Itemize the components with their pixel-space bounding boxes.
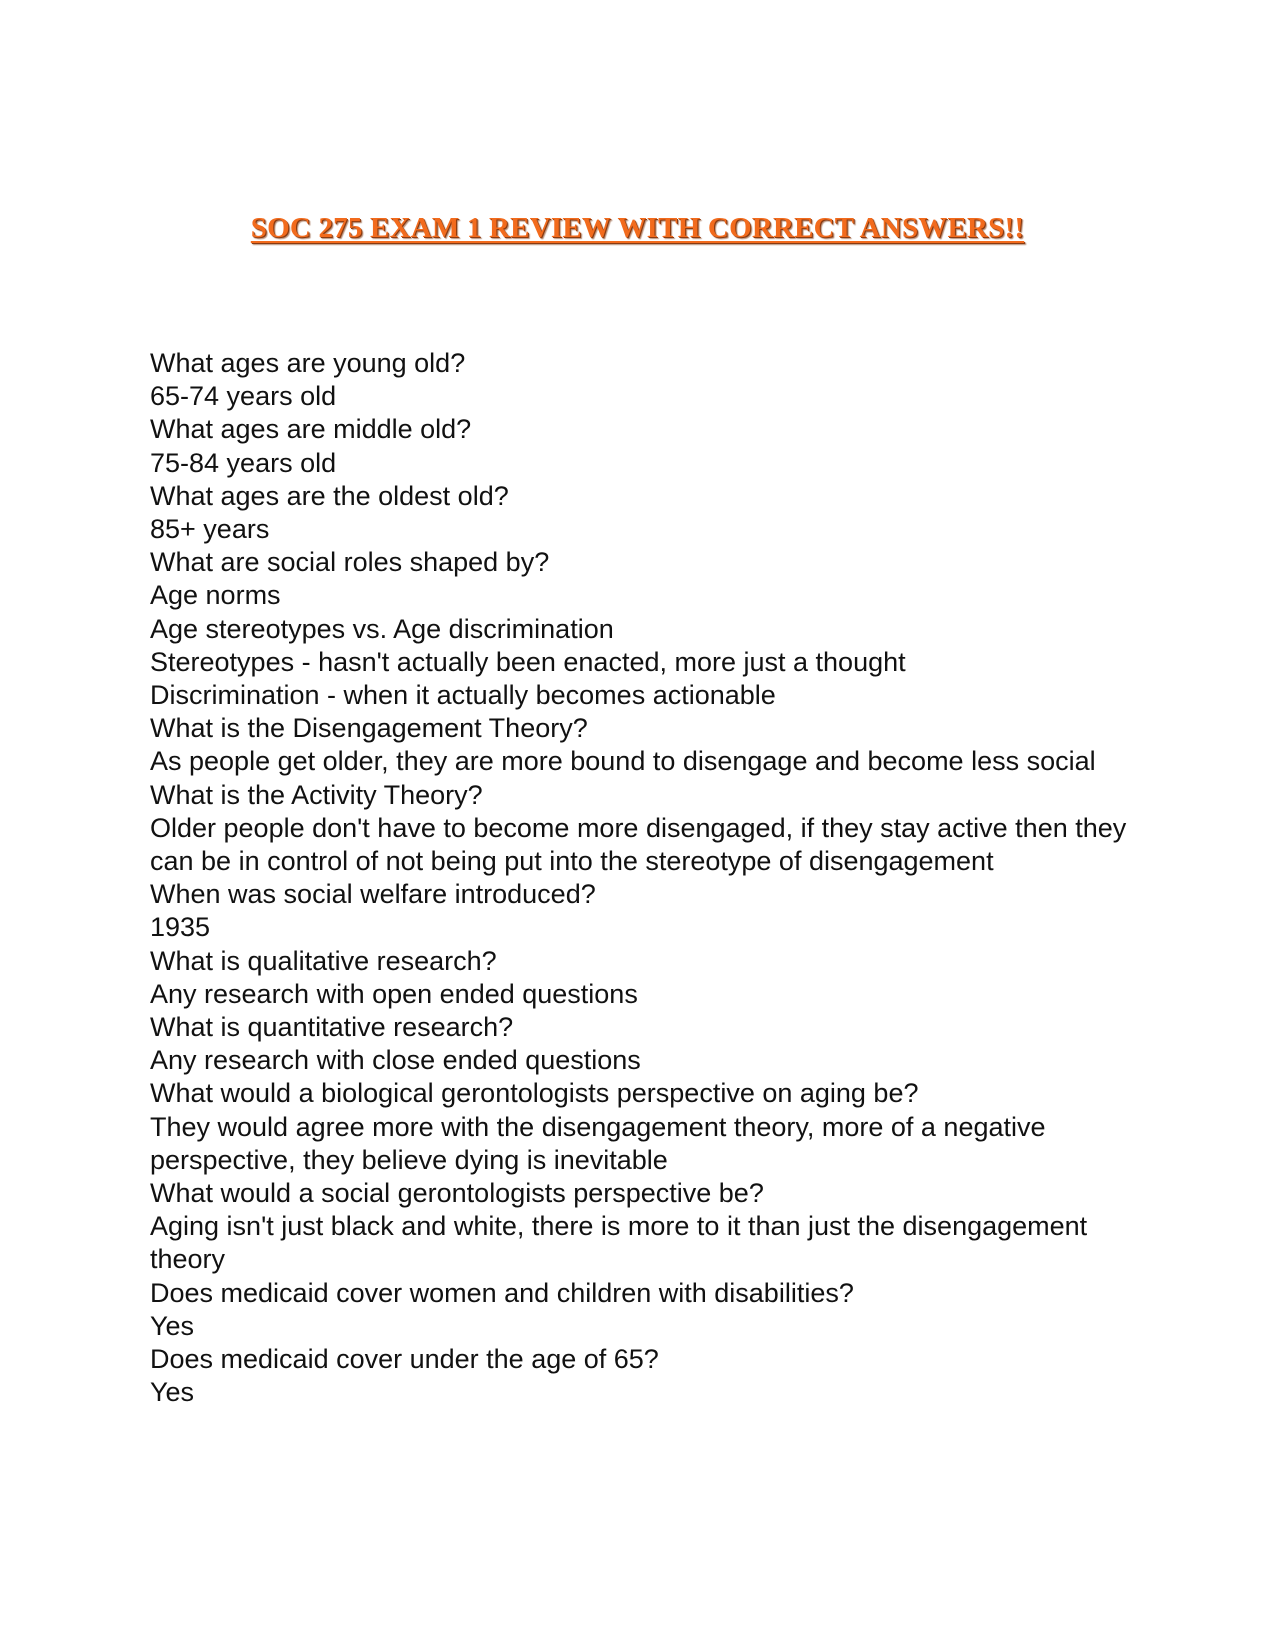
question-line: Does medicaid cover under the age of 65?	[150, 1344, 659, 1375]
question-line: What would a social gerontologists perspective be?	[150, 1178, 764, 1209]
question-line: What ages are young old?	[150, 348, 466, 378]
answer-line: Yes	[150, 1377, 195, 1408]
answer-line: Yes	[150, 1310, 195, 1341]
question-line: What is the Activity Theory?	[150, 779, 483, 810]
question-line: What would a biological gerontologists perspective on aging be?	[150, 1078, 919, 1109]
question-line: Does medicaid cover women and children with disabilities?	[150, 1277, 854, 1308]
answer-line: Aging isn't just black and white, there is more to it than just the disengagement theory	[150, 1211, 1088, 1275]
question-line: What ages are middle old?	[150, 414, 472, 445]
question-line: When was social welfare introduced?	[150, 879, 596, 910]
answer-line: Older people don't have to become more disengaged, if they stay active then they can be in control of not being put into the stereotype of disengagement	[150, 812, 1127, 877]
answer-line: 65-74 years old	[150, 381, 337, 412]
question-line: What is quantitative research?	[150, 1012, 514, 1043]
answer-line: Any research with open ended questions	[150, 978, 638, 1009]
document-body	[150, 347, 1130, 1410]
question-line: What ages are the oldest old?	[150, 480, 509, 511]
answer-line: Stereotypes - hasn't actually been enacted, more just a thought	[150, 646, 906, 677]
answer-line: Age norms	[150, 580, 281, 611]
question-line: What is the Disengagement Theory?	[150, 713, 588, 744]
answer-line: 1935	[150, 912, 211, 943]
question-line: What is qualitative research?	[150, 945, 497, 976]
question-line: Age stereotypes vs. Age discrimination	[150, 613, 614, 644]
answer-line: Any research with close ended questions	[150, 1045, 641, 1076]
answer-line: Discrimination - when it actually becomes actionable	[150, 680, 776, 711]
answer-line: 75-84 years old	[150, 447, 337, 478]
document-title: SOC 275 EXAM 1 REVIEW WITH CORRECT ANSWERS!!	[250, 212, 1025, 244]
question-line: What are social roles shaped by?	[150, 547, 550, 578]
answer-line: They would agree more with the disengagement theory, more of a negative perspective, they believe dying is inevitable	[150, 1111, 1046, 1175]
answer-line: 85+ years	[150, 514, 270, 545]
answer-line: As people get older, they are more bound to disengage and become less social	[150, 746, 1096, 777]
